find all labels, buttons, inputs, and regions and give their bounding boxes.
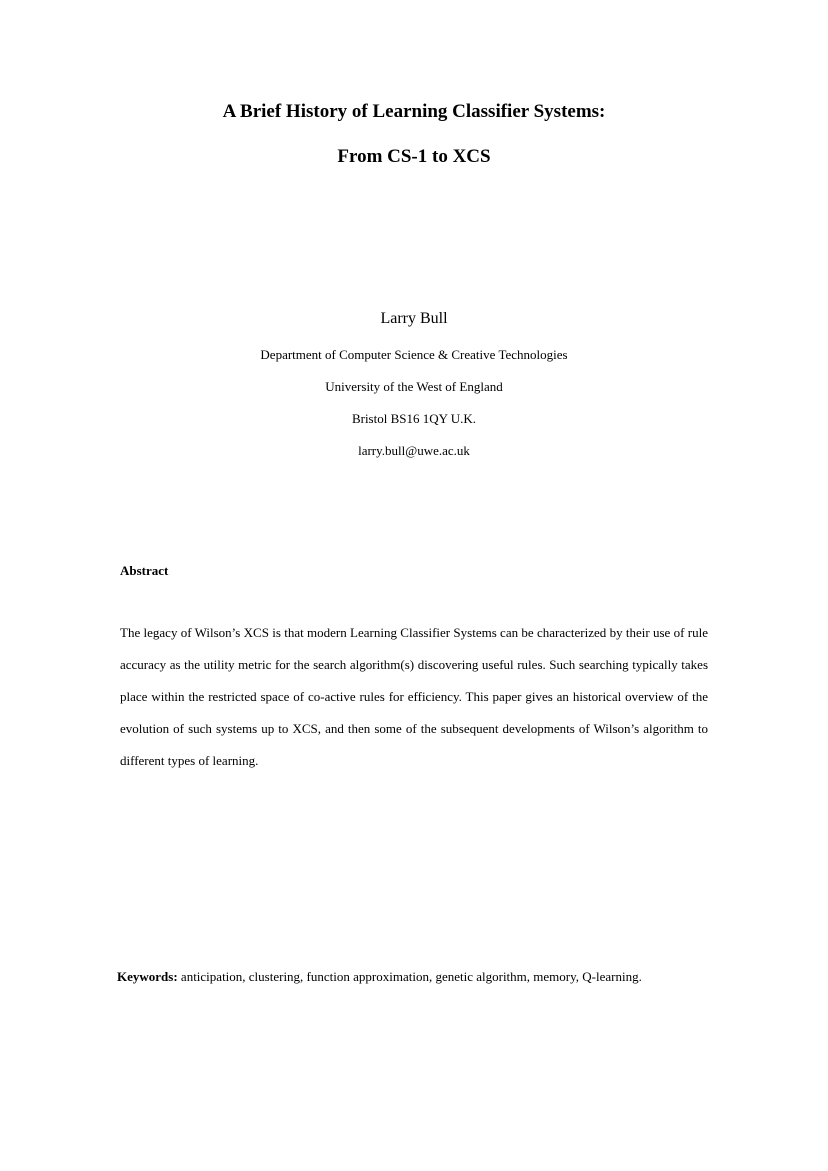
affiliation-address: Bristol BS16 1QY U.K. [351,411,477,426]
affiliation-department: Department of Computer Science & Creative Technologies [260,347,568,362]
abstract-heading: Abstract [120,563,169,578]
keywords-line [117,968,737,986]
abstract-text: The legacy of Wilson’s XCS is that modern Learning Classifier Systems can be characterized by their use of rule accuracy as the utility metric for the search algorithm(s) discovering useful rules. Such searching typically takes place within the restricted space of co-active rules for efficiency. This paper gives an historical overview of the evolution of such systems up to XCS, and then some of the subsequent developments of Wilson’s algorithm to different types of learning. [120,625,708,768]
keywords-label: Keywords: [117,969,178,984]
keywords-text: anticipation, clustering, function approximation, genetic algorithm, memory, Q-learning. [180,969,642,984]
affiliation-university: University of the West of England [325,379,503,394]
paper-title-line-2: From CS-1 to XCS [337,146,491,167]
author-email: larry.bull@uwe.ac.uk [358,443,470,458]
author-name: Larry Bull [380,310,448,327]
paper-title-line-1: A Brief History of Learning Classifier Systems: [222,101,606,122]
